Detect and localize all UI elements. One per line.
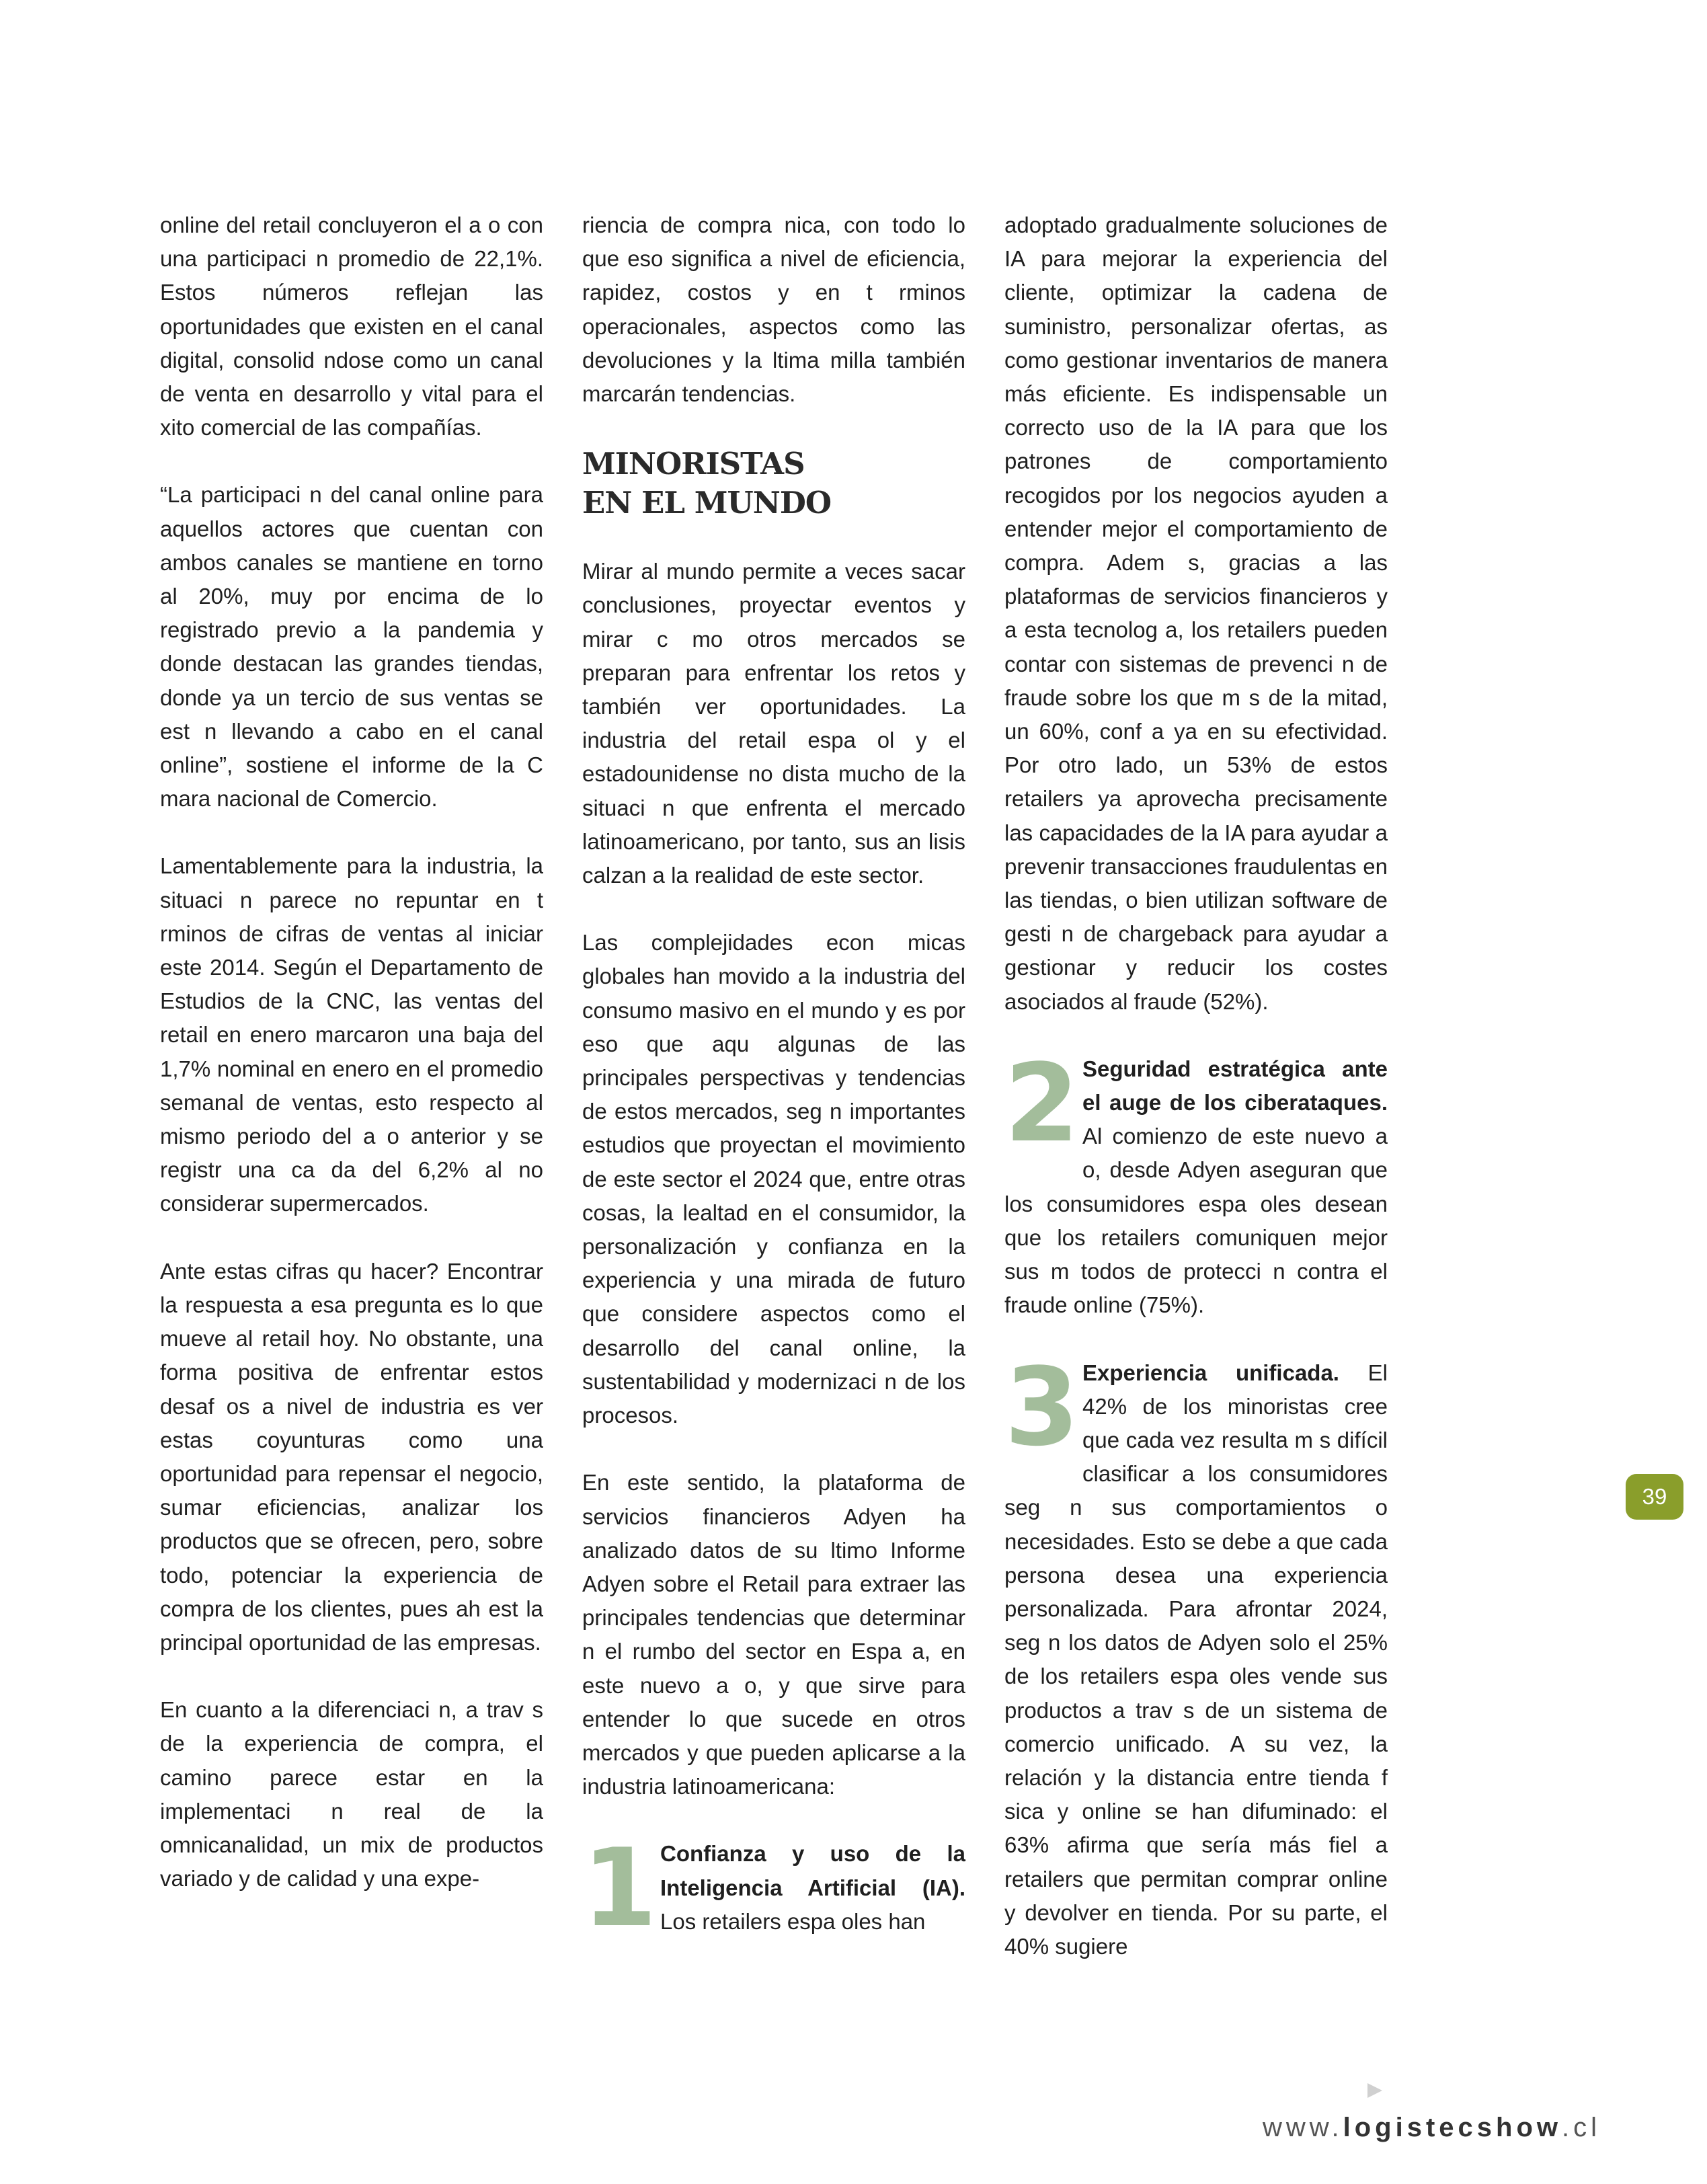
paragraph: Mirar al mundo permite a veces sacar conclusiones, proyectar eventos y mirar c mo otros mercados se preparan para enfrentar los retos y también ver oportunidades. La industria del retail espa ol y el estadounidense no dista mucho de la situaci n que enfrenta el mercado latinoamericano, por tanto, sus an lisis calzan a la realidad de este sector. [582,559,965,888]
page-number-badge: 39 [1626,1474,1683,1520]
paragraph: Las complejidades econ micas globales han movido a la industria del consumo masivo en el mundo y es por eso que aqu algunas de las principales perspectivas y tendencias de estos mercados, seg n importantes estudios que proyectan el movimiento de este sector el 2024 que, entre otras cosas, la lealtad en el consumidor, la personalización y confianza en la experiencia y una mirada de futuro que considere aspectos como el desarrollo del canal online, la sustentabilidad y modernizaci n de los procesos. [582,930,965,1428]
item-title: Confianza y uso de la Inteligencia Artificial (IA). [660,1841,965,1900]
numbered-item-3 [1004,1343,1388,1964]
numbered-item-2 [1004,1040,1388,1323]
column-3 [1004,208,1388,1997]
numbered-item-1 [582,1825,965,1951]
item-number: 1 [582,1825,658,1951]
url-suffix: .cl [1562,2113,1601,2142]
item-number: 3 [1004,1343,1080,1470]
item-number: 2 [1004,1040,1080,1166]
paragraph: riencia de compra nica, con todo lo que eso significa a nivel de eficiencia, rapidez, costos y en t rminos operacionales, aspectos como las devoluciones y la ltima milla también marcarán tendencias. [582,212,965,407]
paragraph: En este sentido, la plataforma de servicios financieros Adyen ha analizado datos de su ltimo Informe Adyen sobre el Retail para extraer las principales tendencias que determinar n el rumbo del sector en Espa a, en este nuevo a o, y que sirve para entender lo que sucede en otros mercados y que pueden aplicarse a la industria latinoamericana: [582,1470,965,1799]
url-prefix: www. [1263,2113,1343,2142]
column-1 [160,208,543,1929]
item-text: Al comienzo de este nuevo a o, desde Adyen aseguran que los consumidores espa oles desean que los retailers comuniquen mejor sus m todos de protecci n contra el fraude online (75%). [1004,1124,1388,1318]
section-heading: MINORISTAS EN EL MUNDO [582,446,832,521]
item-title: Seguridad estratégica ante el auge de los ciberataques. [1082,1056,1388,1116]
paragraph: Lamentablemente para la industria, la situaci n parece no repuntar en t rminos de cifras de ventas al iniciar este 2014. Según el Departamento de Estudios de la CNC, las ventas del retail en enero marcaron una baja del 1,7% nominal en enero en el promedio semanal de ventas, esto respecto al mismo periodo del a o anterior y se registr una ca da del 6,2% al no considerar supermercados. [160,853,543,1216]
paragraph: online del retail concluyeron el a o con una participaci n promedio de 22,1%. Estos números reflejan las oportunidades que existen en el canal digital, consolid ndose como un canal de venta en desarrollo y vital para el xito comercial de las compañías. [160,212,543,440]
paragraph: “La participaci n del canal online para aquellos actores que cuentan con ambos canales se mantiene en torno al 20%, muy por encima de lo registrado previo a la pandemia y donde destacan las grandes tiendas, donde ya un tercio de sus ventas se est n llevando a cabo en el canal online”, sostiene el informe de la C mara nacional de Comercio. [160,482,543,812]
item-text: El 42% de los minoristas cree que cada vez resulta m s difícil clasificar a los consumidores seg n sus comportamientos o necesidades. Esto se debe a que cada persona desea una experiencia personalizada. Para afrontar 2024, seg n los datos de Adyen solo el 25% de los retailers espa oles vende sus productos a trav s de un sistema de comercio unificado. A su vez, la relación y la distancia entre tienda f sica y online se han difuminado: el 63% afirma que sería más fiel a retailers que permitan comprar online y devolver en tienda. Por su parte, el 40% sugiere [1004,1360,1388,1959]
item-title: Experiencia unificada. [1082,1360,1339,1385]
paragraph: En cuanto a la diferenciaci n, a trav s de la experiencia de compra, el camino parece estar en la implementaci n real de la omnicanalidad, un mix de productos variado y de calidad y una expe- [160,1697,543,1892]
arrow-right-icon [1367,2083,1382,2098]
footer-url [1263,2113,1601,2143]
item-text: Los retailers espa oles han [660,1908,926,1934]
paragraph: Ante estas cifras qu hacer? Encontrar la respuesta a esa pregunta es lo que mueve al retail hoy. No obstante, una forma positiva de enfrentar estos desaf os a nivel de industria es ver estas coyunturas como una oportunidad para repensar el negocio, sumar eficiencias, analizar los productos que se ofrecen, pero, sobre todo, potenciar la experiencia de compra de los clientes, pues ah est la principal oportunidad de las empresas. [160,1258,543,1655]
column-2 [582,208,965,1972]
url-domain: logistecshow [1343,2113,1562,2142]
paragraph: adoptado gradualmente soluciones de IA para mejorar la experiencia del cliente, optimizar la cadena de suministro, personalizar ofertas, as como gestionar inventarios de manera más eficiente. Es indispensable un correcto uso de la IA para que los patrones de comportamiento recogidos por los negocios ayuden a entender mejor el comportamiento de compra. Adem s, gracias a las plataformas de servicios financieros y a esta tecnolog a, los retailers pueden contar con sistemas de prevenci n de fraude sobre los que m s de la mitad, un 60%, conf a ya en su efectividad. Por otro lado, un 53% de estos retailers ya aprovecha precisamente las capacidades de la IA para ayudar a prevenir transacciones fraudulentas en las tiendas, o bien utilizan software de gesti n de chargeback para ayudar a gestionar y reducir los costes asociados al fraude (52%). [1004,212,1388,1014]
